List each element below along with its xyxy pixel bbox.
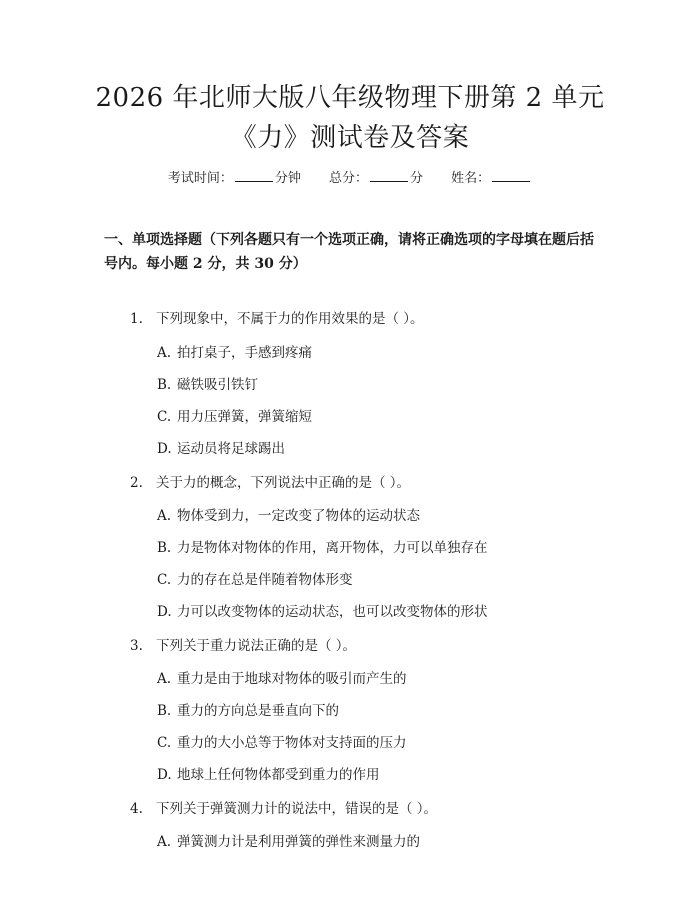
question-number: 2. [130,475,143,491]
section-heading: 一、单项选择题（下列各题只有一个选项正确，请将正确选项的字母填在题后括号内。每小题 2 分，共 30 分） [104,232,594,272]
option-text: 物体受到力，一定改变了物体的运动状态 [177,508,420,524]
question-text: 下列关于重力说法正确的是（ ）。 [156,638,357,654]
question-text: 下列现象中，不属于力的作用效果的是（ ）。 [156,311,424,327]
option-letter: C. [157,735,172,751]
option-letter: A. [157,345,172,361]
question-2-option-a [157,507,420,525]
option-text: 拍打桌子，手感到疼痛 [177,345,312,361]
option-text: 用力压弹簧，弹簧缩短 [177,409,312,425]
student-name-blank [492,169,530,182]
option-text: 地球上任何物体都受到重力的作用 [177,767,380,783]
question-3-option-d [157,766,380,784]
question-1-option-a [157,344,312,362]
question-4-option-a [157,833,420,851]
student-name-label: 姓名： [451,171,491,186]
question-3 [130,637,356,655]
question-1-option-b [157,376,258,394]
document-title-line-1: 2026 年北师大版八年级物理下册第 2 单元 [95,83,605,113]
total-score-field [329,169,423,188]
option-text: 重力的方向总是垂直向下的 [177,703,339,719]
question-2-option-d [157,603,488,621]
question-2-option-c [157,571,353,589]
option-letter: D. [157,604,172,620]
question-3-option-b [157,702,339,720]
question-3-option-c [157,734,407,752]
question-1-option-d [157,440,285,458]
question-number: 1. [130,311,143,327]
option-letter: B. [157,540,172,556]
question-text: 关于力的概念，下列说法中正确的是（ ）。 [156,475,411,491]
option-letter: D. [157,767,172,783]
question-2 [130,474,410,492]
option-text: 运动员将足球踢出 [177,441,285,457]
option-text: 重力是由于地球对物体的吸引而产生的 [177,671,407,687]
option-letter: A. [157,671,172,687]
option-letter: A. [157,508,172,524]
option-text: 磁铁吸引铁钉 [177,377,258,393]
question-text: 下列关于弹簧测力计的说法中，错误的是（ ）。 [156,801,438,817]
exam-time-unit: 分钟 [274,171,301,186]
question-2-option-b [157,539,488,557]
question-1-option-c [157,408,312,426]
question-4 [130,800,437,818]
student-name-field [451,169,532,188]
option-letter: C. [157,572,172,588]
total-score-unit: 分 [410,171,424,186]
document-title-line-2: 《力》测试卷及答案 [230,123,470,153]
option-text: 重力的大小总等于物体对支持面的压力 [177,735,407,751]
option-letter: A. [157,834,172,850]
total-score-label: 总分： [328,171,368,186]
total-score-blank [370,169,408,182]
question-number: 3. [130,638,143,654]
option-letter: D. [157,441,172,457]
question-number: 4. [130,801,143,817]
option-text: 力的存在总是伴随着物体形变 [177,572,353,588]
exam-time-field [168,169,301,188]
exam-time-blank [235,169,273,182]
option-text: 力可以改变物体的运动状态，也可以改变物体的形状 [177,604,488,620]
option-text: 力是物体对物体的作用，离开物体，力可以单独存在 [177,540,488,556]
question-3-option-a [157,670,407,688]
exam-time-label: 考试时间： [167,171,233,186]
option-letter: B. [157,377,172,393]
option-letter: B. [157,703,172,719]
question-1 [130,310,424,328]
option-letter: C. [157,409,172,425]
option-text: 弹簧测力计是利用弹簧的弹性来测量力的 [177,834,420,850]
exam-info-line [0,169,700,188]
